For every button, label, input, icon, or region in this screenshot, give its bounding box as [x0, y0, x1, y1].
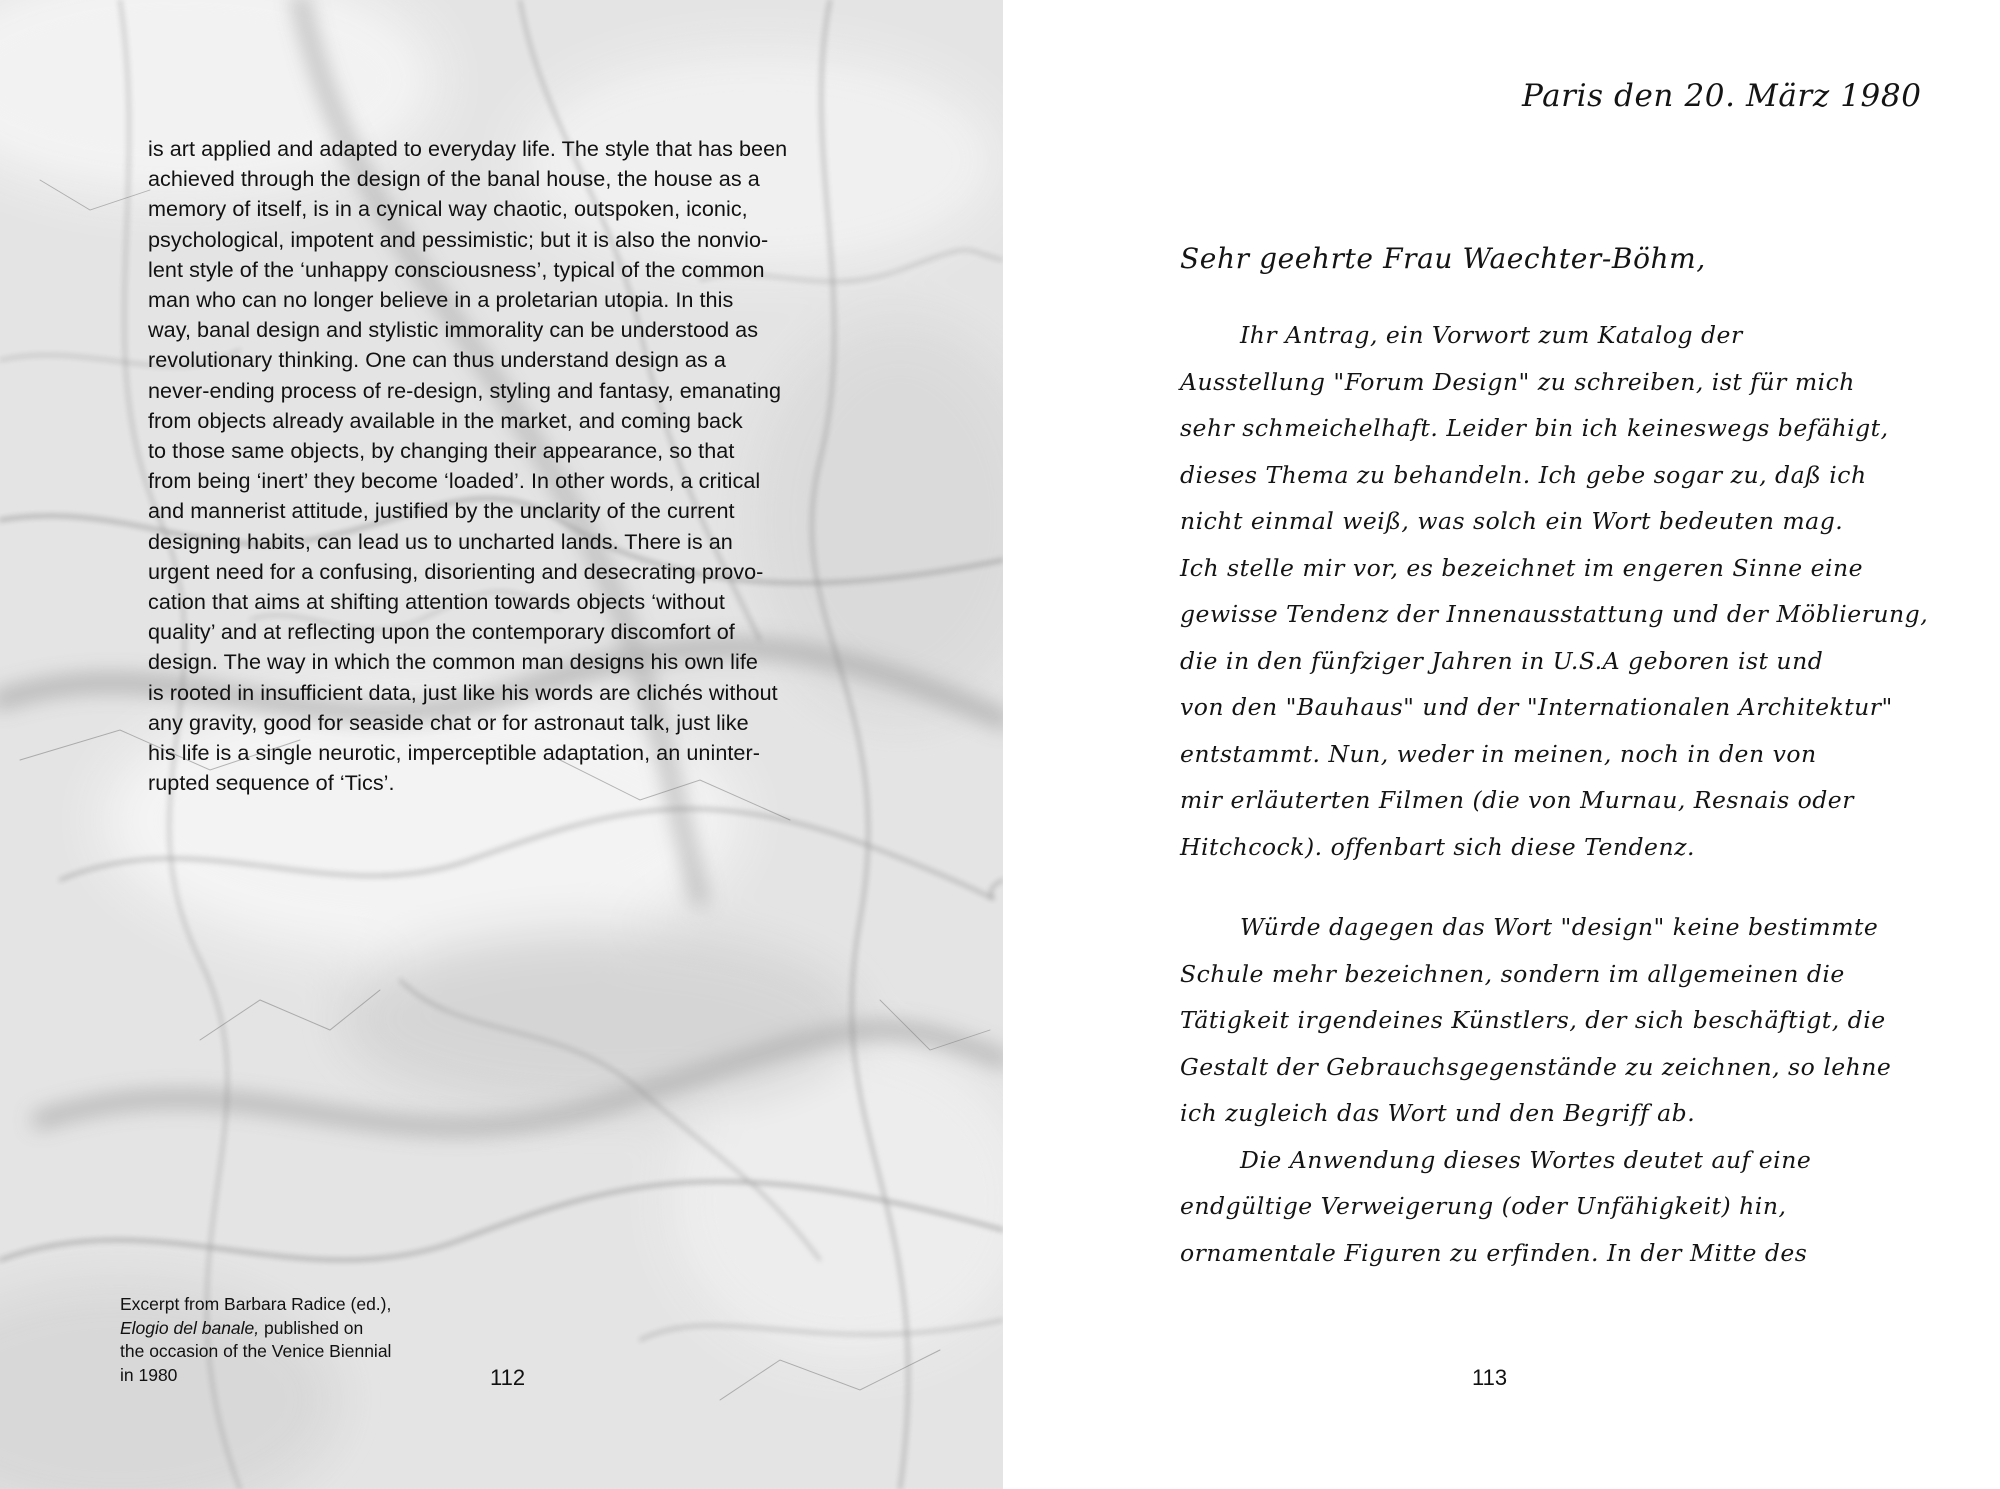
page-number-left: 112 — [490, 1365, 526, 1390]
essay-line: is rooted in insufficient data, just like his words are clichés without — [148, 679, 778, 705]
essay-line: is art applied and adapted to everyday life. The style that has been — [148, 136, 788, 161]
essay-line: never-ending process of re-design, styling and fantasy, emanating — [148, 377, 782, 403]
letter-line: Die Anwendung dieses Wortes deutet auf eine — [1240, 1145, 1812, 1174]
letter-line: sehr schmeichelhaft. Leider bin ich keineswegs befähigt, — [1180, 414, 1889, 442]
letter-line: gewisse Tendenz der Innenausstattung und der Möblierung, — [1180, 600, 1929, 628]
essay-line: his life is a single neurotic, imperceptible adaptation, an uninter- — [148, 740, 760, 766]
letter-line: dieses Thema zu behandeln. Ich gebe sogar zu, daß ich — [1180, 460, 1867, 489]
essay-line: and mannerist attitude, justified by the unclarity of the current — [148, 498, 735, 524]
essay-line: to those same objects, by changing their appearance, so that — [148, 438, 735, 464]
letter-line: entstammt. Nun, weder in meinen, noch in den von — [1180, 739, 1817, 768]
essay-line: design. The way in which the common man designs his own life — [148, 649, 758, 675]
letter-line: von den "Bauhaus" und der "Internationalen Architektur" — [1180, 693, 1893, 721]
page-number-right: 113 — [1472, 1365, 1508, 1390]
essay-line: quality’ and at reflecting upon the contemporary discomfort of — [148, 619, 735, 645]
essay-line: designing habits, can lead us to uncharted lands. There is an — [148, 528, 733, 554]
essay-line: any gravity, good for seaside chat or for astronaut talk, just like — [148, 709, 749, 735]
essay-line: revolutionary thinking. One can thus understand design as a — [148, 347, 726, 373]
letter-line: Hitchcock). offenbart sich diese Tendenz. — [1180, 832, 1695, 861]
caption-line — [120, 1317, 450, 1341]
essay-line: from being ‘inert’ they become ‘loaded’. In other words, a critical — [148, 468, 761, 494]
letter-line: Ausstellung "Forum Design" zu schreiben, ist für mich — [1180, 367, 1855, 396]
essay-line: cation that aims at shifting attention towards objects ‘without — [148, 589, 725, 615]
caption-line-rest: published on — [259, 1317, 364, 1338]
essay-line: way, banal design and stylistic immorality can be understood as — [148, 317, 759, 343]
letter-line: die in den fünfziger Jahren in U.S.A geboren ist und — [1180, 646, 1824, 675]
essay-line: lent style of the ‘unhappy consciousness’, typical of the common — [148, 256, 765, 282]
essay-line: achieved through the design of the banal house, the house as a — [148, 166, 760, 192]
letter-line: Ich stelle mir vor, es bezeichnet im engeren Sinne eine — [1180, 553, 1864, 582]
caption-line: the occasion of the Venice Biennial — [120, 1341, 392, 1362]
source-caption — [120, 1293, 450, 1387]
letter-line: ich zugleich das Wort und den Begriff ab. — [1180, 1099, 1696, 1127]
letter-date: Paris den 20. März 1980 — [1522, 78, 1922, 114]
essay-text — [148, 134, 888, 798]
letter-line: Würde dagegen das Wort "design" keine bestimmte — [1240, 913, 1879, 941]
letter-line: ornamentale Figuren zu erfinden. In der Mitte des — [1180, 1238, 1808, 1267]
letter-line: Ihr Antrag, ein Vorwort zum Katalog der — [1240, 321, 1743, 349]
essay-line: psychological, impotent and pessimistic; but it is also the nonvio- — [148, 226, 769, 252]
letter-line: Gestalt der Gebrauchsgegenstände zu zeichnen, so lehne — [1180, 1052, 1892, 1081]
essay-line: urgent need for a confusing, disorienting and desecrating provo- — [148, 558, 764, 584]
letter-salutation: Sehr geehrte Frau Waechter-Böhm, — [1180, 242, 1706, 275]
letter-line: mir erläuterten Filmen (die von Murnau, Resnais oder — [1180, 786, 1854, 814]
letter-line: endgültige Verweigerung (oder Unfähigkeit) hin, — [1180, 1192, 1787, 1220]
caption-line: in 1980 — [120, 1364, 178, 1385]
essay-line: from objects already available in the market, and coming back — [148, 407, 743, 433]
handwritten-letter — [1180, 312, 1950, 1276]
letter-line: Schule mehr bezeichnen, sondern im allgemeinen die — [1180, 959, 1845, 988]
essay-line: memory of itself, is in a cynical way chaotic, outspoken, iconic, — [148, 196, 748, 222]
essay-line: rupted sequence of ‘Tics’. — [148, 770, 395, 796]
caption-book-title: Elogio del banale, — [120, 1317, 260, 1338]
caption-line: Excerpt from Barbara Radice (ed.), — [120, 1294, 392, 1314]
letter-line: Tätigkeit irgendeines Künstlers, der sich beschäftigt, die — [1180, 1006, 1886, 1034]
paragraph-gap — [1180, 870, 1950, 904]
letter-line: nicht einmal weiß, was solch ein Wort bedeuten mag. — [1180, 507, 1844, 535]
essay-line: man who can no longer believe in a proletarian utopia. In this — [148, 287, 734, 313]
